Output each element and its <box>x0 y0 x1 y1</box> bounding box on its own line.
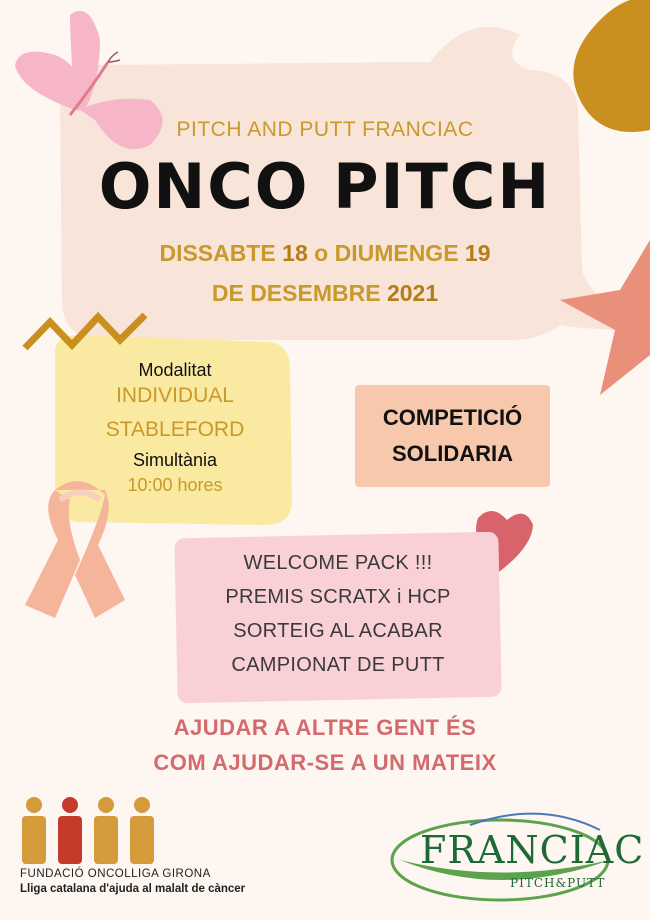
foundation-tagline: Lliga catalana d'ajuda al malalt de càncer <box>20 883 246 895</box>
slogan-line1: AJUDAR A ALTRE GENT ÉS <box>173 715 477 740</box>
perk-item: CAMPIONAT DE PUTT <box>231 654 445 676</box>
foundation-name: FUNDACIÓ ONCOLLIGA GIRONA <box>20 868 211 880</box>
solidarity-line1: COMPETICIÓ <box>382 405 523 430</box>
gold-drop-icon <box>573 0 650 132</box>
perk-item: PREMIS SCRATX i HCP <box>225 586 451 608</box>
perk-item: WELCOME PACK !!! <box>243 552 433 574</box>
club-subtitle: PITCH&PUTT <box>510 876 606 890</box>
event-subtitle: PITCH AND PUTT FRANCIAC <box>176 118 474 141</box>
event-date-line2: DE DESEMBRE 2021 <box>211 280 439 306</box>
modality-type2: STABLEFORD <box>105 418 245 441</box>
event-title: ONCO PITCH <box>98 150 552 223</box>
perk-item: SORTEIG AL ACABAR <box>233 620 443 642</box>
solidarity-box <box>355 385 550 487</box>
modality-type1: INDIVIDUAL <box>116 384 234 407</box>
foundation-logo <box>22 797 154 864</box>
solidarity-line2: SOLIDARIA <box>392 441 513 466</box>
event-date-line1: DISSABTE 18 o DIUMENGE 19 <box>159 240 491 266</box>
club-name: FRANCIAC <box>420 828 645 872</box>
slogan-line2: COM AJUDAR-SE A UN MATEIX <box>153 750 497 775</box>
modality-start-label: Simultània <box>132 450 218 470</box>
modality-label: Modalitat <box>138 360 212 380</box>
modality-time: 10:00 hores <box>127 475 223 495</box>
